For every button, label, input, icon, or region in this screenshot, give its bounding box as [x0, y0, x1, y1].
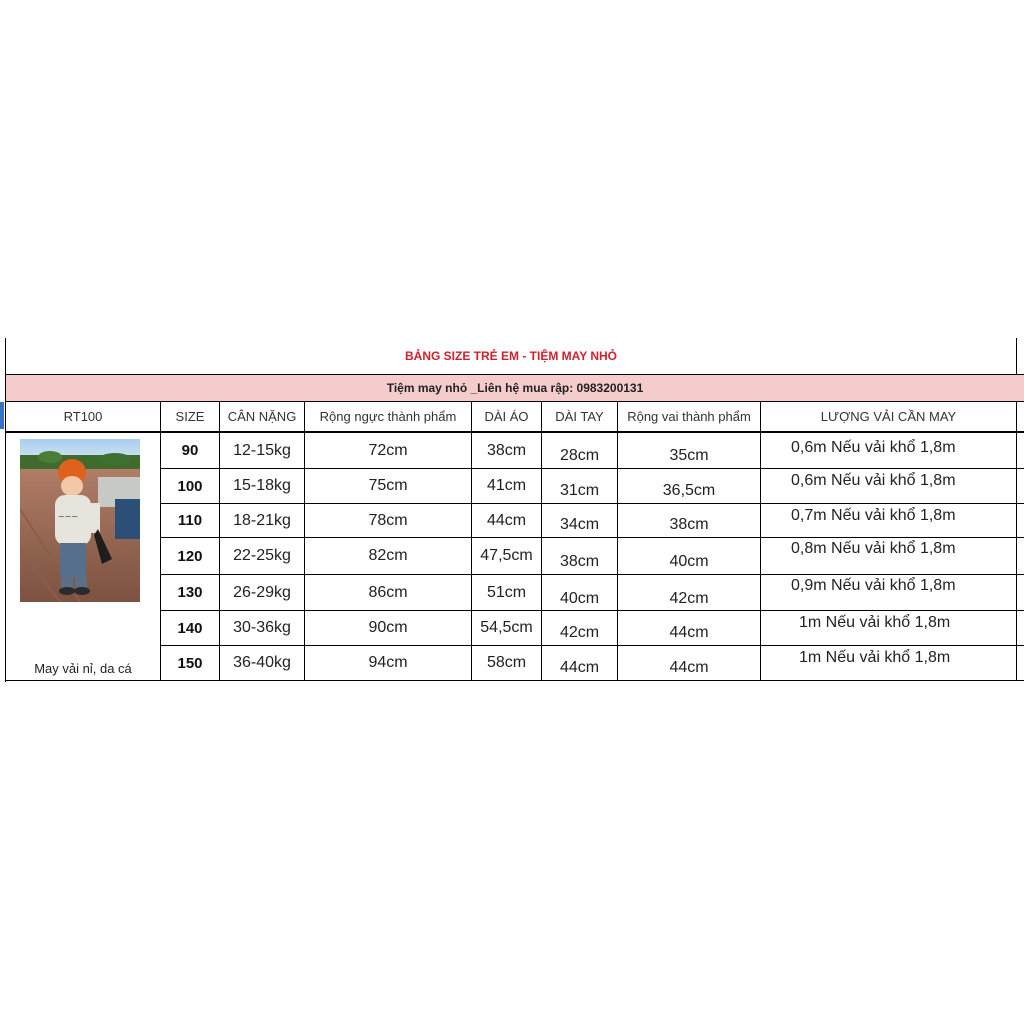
- shoulder-cell: 42cm: [669, 589, 709, 607]
- shoulder-cell: 40cm: [669, 553, 709, 570]
- row-selection-accent: [0, 402, 4, 429]
- sleeve-cell: 31cm: [559, 482, 600, 499]
- material-note: May vải nỉ, da cá: [34, 661, 132, 676]
- size-cell: 140: [177, 619, 203, 637]
- size-cell: 150: [177, 654, 203, 672]
- header-product-code: RT100: [63, 409, 103, 424]
- sleeve-cell: 38cm: [559, 553, 600, 570]
- chest-cell: 72cm: [368, 441, 408, 459]
- chest-cell: 94cm: [368, 654, 408, 671]
- length-cell: 38cm: [486, 441, 527, 459]
- fabric-cell: 0,6m Nếu vải khổ 1,8m: [791, 438, 956, 456]
- fabric-cell: 1m Nếu vải khổ 1,8m: [799, 614, 951, 631]
- weight-cell: 36-40kg: [233, 654, 291, 671]
- header-length: DÀI ÁO: [484, 409, 529, 424]
- chest-cell: 75cm: [368, 477, 408, 494]
- length-cell: 51cm: [486, 583, 527, 601]
- svg-text:~~~: ~~~: [58, 512, 79, 521]
- header-size: SIZE: [175, 409, 205, 424]
- weight-cell: 22-25kg: [233, 547, 291, 564]
- size-cell: 100: [177, 477, 203, 495]
- weight-cell: 26-29kg: [233, 583, 291, 601]
- contact-banner: Tiệm may nhỏ _Liên hệ mua rập: 0983200131: [6, 374, 1024, 401]
- size-chart-sheet: [0, 338, 1024, 682]
- weight-cell: 30-36kg: [233, 619, 291, 636]
- header-fabric: LƯỢNG VẢI CẦN MAY: [820, 409, 957, 424]
- header-shoulder: Rộng vai thành phẩm: [627, 409, 751, 424]
- weight-cell: 18-21kg: [233, 511, 291, 529]
- fabric-cell: 0,8m Nếu vải khổ 1,8m: [791, 540, 956, 557]
- fabric-cell: 1m Nếu vải khổ 1,8m: [799, 649, 951, 666]
- length-cell: 58cm: [486, 654, 527, 671]
- sleeve-cell: 34cm: [559, 515, 600, 533]
- header-sleeve: DÀI TAY: [555, 409, 604, 424]
- shoulder-cell: 35cm: [669, 446, 709, 464]
- chart-title: BẢNG SIZE TRẺ EM - TIỆM MAY NHỎ: [404, 349, 617, 363]
- size-cell: 90: [181, 442, 199, 459]
- fabric-cell: 0,7m Nếu vải khổ 1,8m: [791, 506, 956, 524]
- weight-cell: 12-15kg: [233, 441, 291, 459]
- size-cell: 130: [177, 584, 203, 601]
- sleeve-cell: 42cm: [559, 624, 600, 641]
- length-cell: 41cm: [486, 477, 527, 494]
- product-photo: [20, 439, 140, 602]
- weight-cell: 15-18kg: [233, 477, 291, 494]
- sleeve-cell: 40cm: [559, 589, 600, 607]
- fabric-cell: 0,9m Nếu vải khổ 1,8m: [791, 576, 956, 594]
- chest-cell: 78cm: [368, 511, 408, 529]
- length-cell: 44cm: [486, 511, 527, 529]
- sleeve-cell: 28cm: [559, 446, 600, 464]
- sleeve-cell: 44cm: [559, 659, 600, 676]
- shoulder-cell: 44cm: [669, 624, 709, 641]
- shoulder-cell: 36,5cm: [662, 482, 716, 499]
- header-weight: CÂN NẶNG: [227, 409, 297, 424]
- shoulder-cell: 38cm: [669, 515, 709, 533]
- fabric-cell: 0,6m Nếu vải khổ 1,8m: [791, 472, 956, 489]
- length-cell: 47,5cm: [480, 547, 533, 564]
- shoulder-cell: 44cm: [669, 659, 709, 676]
- size-cell: 120: [177, 547, 203, 565]
- chest-cell: 86cm: [368, 583, 408, 601]
- chest-cell: 82cm: [368, 547, 408, 564]
- chest-cell: 90cm: [368, 619, 408, 636]
- size-cell: 110: [177, 512, 203, 529]
- header-chest: Rộng ngực thành phẩm: [319, 409, 457, 424]
- length-cell: 54,5cm: [480, 619, 533, 636]
